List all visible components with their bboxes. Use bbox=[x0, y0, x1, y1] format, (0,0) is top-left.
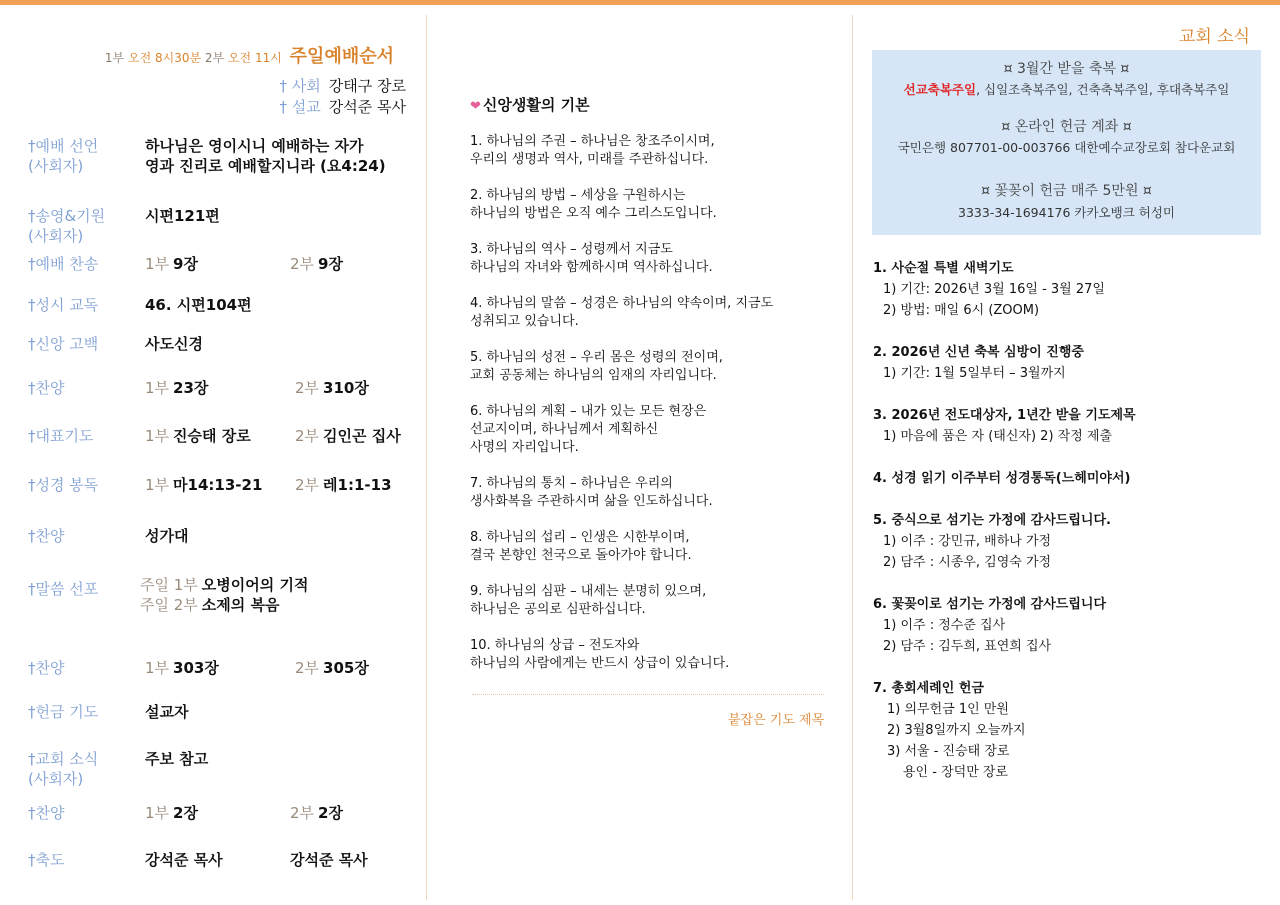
item-line: 결국 본향인 천국으로 돌아가야 합니다. bbox=[470, 548, 692, 563]
column-divider-right bbox=[852, 15, 853, 900]
news-item-line: 2) 방법: 매일 6시 (ZOOM) bbox=[883, 303, 1040, 318]
list-item bbox=[470, 583, 842, 619]
church-news-title: 교회 소식 bbox=[1178, 27, 1250, 47]
part2-prefix: 2부 bbox=[204, 51, 225, 65]
part-prefix: 1부 bbox=[145, 427, 170, 445]
list-item bbox=[470, 475, 842, 511]
service-label-text: †예배 선언 bbox=[28, 137, 99, 155]
service-value-praise-3-part1 bbox=[145, 658, 219, 678]
service-value-praise-1-part2 bbox=[295, 378, 369, 398]
blessing-title: ¤ 3월간 받을 축복 ¤ bbox=[1003, 61, 1130, 77]
service-label-sub: (사회자) bbox=[28, 227, 84, 245]
service-value-hymn-part2 bbox=[290, 254, 343, 274]
news-item-title: 4. 성경 읽기 이주부터 성경통독(느헤미야서) bbox=[873, 471, 1131, 486]
service-label-text: †송영&기원 bbox=[28, 207, 106, 225]
news-item-visitation bbox=[873, 342, 1084, 384]
news-item-title: 1. 사순절 특별 새벽기도 bbox=[873, 261, 1014, 276]
host-name: 강태구 장로 bbox=[328, 77, 406, 95]
item-line: 2. 하나님의 방법 – 세상을 구원하시는 bbox=[470, 188, 686, 203]
list-item bbox=[470, 349, 842, 385]
service-value-praise-4-part2 bbox=[290, 803, 343, 823]
basics-heading bbox=[470, 94, 590, 115]
news-item-lunch-service bbox=[873, 510, 1111, 573]
news-item-line: 2) 3월8일까지 오늘까지 bbox=[887, 723, 1026, 738]
news-item-line: 1) 이주 : 정수준 집사 bbox=[883, 618, 1006, 633]
list-item bbox=[470, 295, 842, 331]
service-value-choir: 성가대 bbox=[145, 527, 189, 545]
item-line: 성취되고 있습니다. bbox=[470, 314, 579, 329]
service-label-sub: (사회자) bbox=[28, 770, 84, 788]
list-item bbox=[470, 133, 842, 169]
news-item-baptism-offering bbox=[873, 678, 1026, 783]
value: 303장 bbox=[173, 659, 219, 677]
service-value-confession: 사도신경 bbox=[145, 335, 203, 353]
service-label-doxology bbox=[28, 206, 138, 246]
news-item-line: 1) 기간: 2026년 3월 16일 - 3월 27일 bbox=[883, 282, 1105, 297]
basics-title: 신앙생활의 기본 bbox=[482, 96, 590, 114]
service-value-praise-4-part1 bbox=[145, 803, 198, 823]
service-label-sub: (사회자) bbox=[28, 157, 84, 175]
service-label-responsive-reading: †성시 교독 bbox=[28, 296, 99, 314]
flower-offering-title: ¤ 꽃꽂이 헌금 매주 5만원 ¤ bbox=[981, 183, 1152, 199]
part2-time: 오전 11시 bbox=[227, 51, 282, 65]
top-accent-bar bbox=[0, 0, 1280, 5]
item-line: 3. 하나님의 역사 – 성령께서 지금도 bbox=[470, 242, 673, 257]
service-label-praise-3: †찬양 bbox=[28, 659, 65, 677]
item-line: 하나님의 방법은 오직 예수 그리스도입니다. bbox=[470, 206, 717, 221]
news-item-lent-prayer bbox=[873, 258, 1105, 321]
sermon-line-1 bbox=[140, 575, 308, 595]
news-item-line: 1) 의무헌금 1인 만원 bbox=[887, 702, 1009, 717]
service-label-church-news bbox=[28, 749, 138, 789]
news-item-line: 2) 담주 : 시종우, 김영숙 가정 bbox=[883, 555, 1052, 570]
service-value-praise-3-part2 bbox=[295, 658, 369, 678]
service-value-scripture-part2 bbox=[295, 475, 392, 495]
part-prefix: 1부 bbox=[145, 255, 170, 273]
list-item bbox=[470, 187, 842, 223]
item-line: 9. 하나님의 심판 – 내세는 분명히 있으며, bbox=[470, 584, 707, 599]
part-prefix: 2부 bbox=[295, 427, 320, 445]
news-item-evangelism bbox=[873, 405, 1136, 447]
news-item-line: 2) 담주 : 김두희, 표연희 집사 bbox=[883, 639, 1052, 654]
service-value-benediction-part1: 강석준 목사 bbox=[145, 851, 223, 869]
news-item-line: 1) 이주 : 강민규, 배하나 가정 bbox=[883, 534, 1052, 549]
service-label-declaration bbox=[28, 136, 138, 176]
item-line: 교회 공동체는 하나님의 임재의 자리입니다. bbox=[470, 368, 717, 383]
service-label-confession: †신앙 고백 bbox=[28, 335, 99, 353]
worship-order-title: 주일예배순서 bbox=[289, 46, 394, 67]
news-item-title: 2. 2026년 신년 축복 심방이 진행중 bbox=[873, 345, 1084, 360]
item-line: 사명의 자리입니다. bbox=[470, 440, 579, 455]
service-label-praise-1: †찬양 bbox=[28, 379, 65, 397]
flower-offering-account: 3333-34-1694176 카카오뱅크 허성미 bbox=[958, 205, 1175, 220]
service-label-praise-2: †찬양 bbox=[28, 527, 65, 545]
blessing-list bbox=[872, 80, 1261, 98]
news-item-title: 7. 총회세례인 헌금 bbox=[873, 681, 984, 696]
service-label-scripture: †성경 봉독 bbox=[28, 476, 99, 494]
value: 진승태 장로 bbox=[173, 427, 251, 445]
value: 310장 bbox=[323, 379, 369, 397]
value: 2장 bbox=[173, 804, 198, 822]
value: 305장 bbox=[323, 659, 369, 677]
sermon-prefix: 주일 1부 bbox=[140, 576, 198, 594]
heart-icon: ❤ bbox=[470, 99, 481, 114]
value: 김인곤 집사 bbox=[323, 427, 401, 445]
part-prefix: 1부 bbox=[145, 476, 170, 494]
item-line: 8. 하나님의 섭리 – 인생은 시한부이며, bbox=[470, 530, 690, 545]
host-line bbox=[280, 75, 406, 96]
host-role: † 사회 bbox=[279, 77, 321, 95]
service-value-sermon bbox=[140, 575, 308, 615]
service-value-doxology: 시편121편 bbox=[145, 207, 220, 225]
service-label-benediction: †축도 bbox=[28, 851, 65, 869]
part-prefix: 2부 bbox=[290, 804, 315, 822]
part-prefix: 2부 bbox=[295, 659, 320, 677]
dotted-divider bbox=[472, 694, 824, 695]
service-label-text: †교회 소식 bbox=[28, 750, 99, 768]
service-label-sermon: †말씀 선포 bbox=[28, 580, 99, 598]
online-offering-title: ¤ 온라인 헌금 계좌 ¤ bbox=[1001, 119, 1132, 135]
part1-time: 오전 8시30분 bbox=[127, 51, 202, 65]
preacher-name: 강석준 목사 bbox=[328, 98, 406, 116]
news-item-bible-reading bbox=[873, 468, 1130, 489]
part-prefix: 1부 bbox=[145, 379, 170, 397]
part-prefix: 2부 bbox=[295, 379, 320, 397]
value: 23장 bbox=[173, 379, 209, 397]
item-line: 우리의 생명과 역사, 미래를 주관하십니다. bbox=[470, 152, 709, 167]
news-item-title: 5. 중식으로 섬기는 가정에 감사드립니다. bbox=[873, 513, 1111, 528]
item-line: 4. 하나님의 말씀 – 성경은 하나님의 약속이며, 지금도 bbox=[470, 296, 774, 311]
service-label-offering-prayer: †헌금 기도 bbox=[28, 703, 99, 721]
blessing-highlight: 선교축복주일 bbox=[903, 82, 977, 97]
item-line: 1. 하나님의 주권 – 하나님은 창조주이시며, bbox=[470, 134, 715, 149]
service-value-responsive-reading: 46. 시편104편 bbox=[145, 296, 252, 314]
service-value-declaration bbox=[145, 136, 386, 176]
part1-prefix: 1부 bbox=[104, 51, 125, 65]
sermon-title: 오병이어의 기적 bbox=[201, 576, 309, 594]
item-line: 하나님의 사람에게는 반드시 상급이 있습니다. bbox=[470, 656, 730, 671]
item-line: 7. 하나님의 통치 – 하나님은 우리의 bbox=[470, 476, 673, 491]
item-line: 선교지이며, 하나님께서 계획하신 bbox=[470, 422, 659, 437]
value: 9장 bbox=[318, 255, 343, 273]
column-divider-left bbox=[426, 15, 427, 900]
part-prefix: 2부 bbox=[290, 255, 315, 273]
news-item-line: 1) 기간: 1월 5일부터 – 3월까지 bbox=[883, 366, 1066, 381]
service-value-prayer-part1 bbox=[145, 426, 251, 446]
declaration-line-1: 하나님은 영이시니 예배하는 자가 bbox=[145, 137, 364, 155]
value: 2장 bbox=[318, 804, 343, 822]
news-item-title: 6. 꽃꽂이로 섬기는 가정에 감사드립니다 bbox=[873, 597, 1107, 612]
service-value-benediction-part2: 강석준 목사 bbox=[290, 851, 368, 869]
online-offering-account: 국민은행 807701-00-003766 대한예수교장로회 참다운교회 bbox=[897, 140, 1236, 155]
service-value-scripture-part1 bbox=[145, 475, 262, 495]
worship-order-header bbox=[105, 42, 394, 68]
service-value-praise-1-part1 bbox=[145, 378, 208, 398]
news-item-line: 1) 마음에 품은 자 (태신자) 2) 작정 제출 bbox=[883, 429, 1113, 444]
sermon-prefix: 주일 2부 bbox=[140, 596, 198, 614]
value: 9장 bbox=[173, 255, 198, 273]
item-line: 하나님의 자녀와 함께하시며 역사하십니다. bbox=[470, 260, 713, 275]
item-line: 하나님은 공의로 심판하십니다. bbox=[470, 602, 646, 617]
sermon-title: 소제의 복음 bbox=[201, 596, 280, 614]
prayer-topics-caption: 붙잡은 기도 제목 bbox=[728, 713, 825, 728]
service-value-prayer-part2 bbox=[295, 426, 401, 446]
news-item-line: 용인 - 장덕만 장로 bbox=[903, 765, 1008, 780]
item-line: 10. 하나님의 상급 – 전도자와 bbox=[470, 638, 640, 653]
part-prefix: 1부 bbox=[145, 804, 170, 822]
list-item bbox=[470, 637, 842, 673]
service-value-hymn-part1 bbox=[145, 254, 198, 274]
part-prefix: 1부 bbox=[145, 659, 170, 677]
item-line: 6. 하나님의 계획 – 내가 있는 모든 현장은 bbox=[470, 404, 707, 419]
info-box bbox=[872, 50, 1261, 235]
item-line: 생사화복을 주관하시며 삶을 인도하십니다. bbox=[470, 494, 713, 509]
preacher-role: † 설교 bbox=[279, 98, 321, 116]
sermon-line-2 bbox=[140, 595, 308, 615]
service-value-offering-prayer: 설교자 bbox=[145, 703, 189, 721]
preacher-line bbox=[280, 96, 406, 117]
blessing-rest: , 십일조축복주일, 건축축복주일, 후대축복주일 bbox=[976, 82, 1230, 97]
list-item bbox=[470, 403, 842, 457]
service-label-representative-prayer: †대표기도 bbox=[28, 427, 94, 445]
list-item bbox=[470, 529, 842, 565]
value: 마14:13-21 bbox=[173, 476, 263, 494]
declaration-line-2: 영과 진리로 예배할지니라 (요4:24) bbox=[145, 157, 386, 175]
service-label-hymn: †예배 찬송 bbox=[28, 255, 99, 273]
list-item bbox=[470, 241, 842, 277]
news-item-title: 3. 2026년 전도대상자, 1년간 받을 기도제목 bbox=[873, 408, 1136, 423]
news-item-flower-service bbox=[873, 594, 1106, 657]
part-prefix: 2부 bbox=[295, 476, 320, 494]
basics-list bbox=[470, 133, 842, 691]
service-value-church-news: 주보 참고 bbox=[145, 750, 209, 768]
item-line: 5. 하나님의 성전 – 우리 몸은 성령의 전이며, bbox=[470, 350, 723, 365]
value: 레1:1-13 bbox=[323, 476, 392, 494]
service-label-praise-4: †찬양 bbox=[28, 804, 65, 822]
news-item-line: 3) 서울 - 진승태 장로 bbox=[887, 744, 1010, 759]
